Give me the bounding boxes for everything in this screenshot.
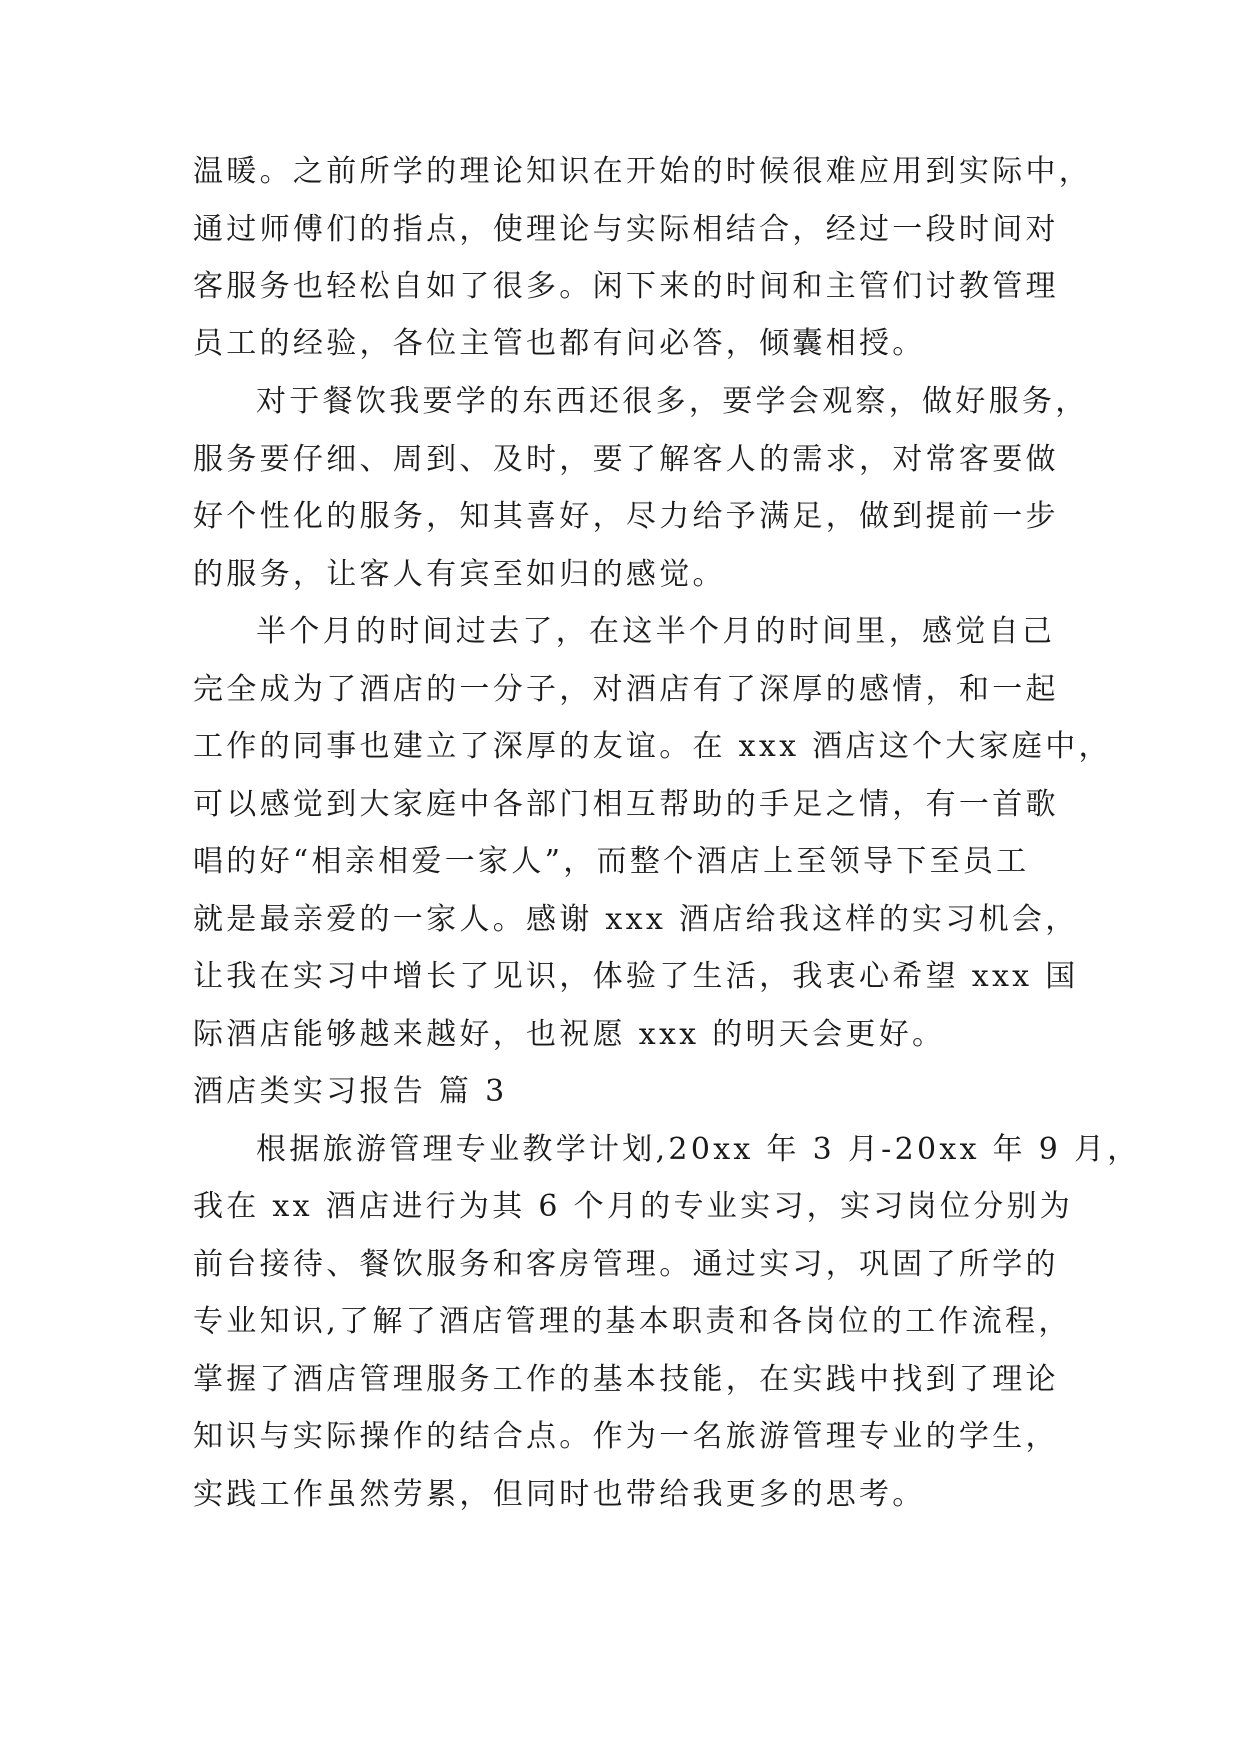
- paragraph-line: 就是最亲爱的一家人。感谢 xxx 酒店给我这样的实习机会，: [193, 902, 1079, 937]
- paragraph-line: 半个月的时间过去了，在这半个月的时间里，感觉自己: [256, 614, 1056, 649]
- paragraph-line: 温暖。之前所学的理论知识在开始的时候很难应用到实际中，: [193, 154, 1093, 189]
- paragraph-line: 客服务也轻松自如了很多。闲下来的时间和主管们讨教管理: [193, 269, 1059, 304]
- paragraph-line: 通过师傅们的指点，使理论与实际相结合，经过一段时间对: [193, 212, 1059, 247]
- paragraph-line: 好个性化的服务，知其喜好，尽力给予满足，做到提前一步: [193, 499, 1059, 534]
- paragraph-line: 根据旅游管理专业教学计划,20xx 年 3 月-20xx 年 9 月，: [256, 1132, 1141, 1167]
- section-heading: 酒店类实习报告 篇 3: [193, 1074, 508, 1109]
- paragraph-line: 专业知识,了解了酒店管理的基本职责和各岗位的工作流程，: [193, 1304, 1072, 1339]
- paragraph-line: 可以感觉到大家庭中各部门相互帮助的手足之情，有一首歌: [193, 787, 1059, 822]
- paragraph-line: 让我在实习中增长了见识，体验了生活，我衷心希望 xxx 国: [193, 959, 1079, 994]
- paragraph-line: 掌握了酒店管理服务工作的基本技能，在实践中找到了理论: [193, 1362, 1059, 1397]
- paragraph-line: 工作的同事也建立了深厚的友谊。在 xxx 酒店这个大家庭中，: [193, 729, 1112, 764]
- paragraph-line: 服务要仔细、周到、及时，要了解客人的需求，对常客要做: [193, 442, 1059, 477]
- paragraph-line: 唱的好“相亲相爱一家人”，而整个酒店上至领导下至员工: [193, 844, 1030, 879]
- paragraph-line: 知识与实际操作的结合点。作为一名旅游管理专业的学生，: [193, 1419, 1059, 1454]
- paragraph-line: 际酒店能够越来越好，也祝愿 xxx 的明天会更好。: [193, 1017, 946, 1052]
- paragraph-line: 我在 xx 酒店进行为其 6 个月的专业实习，实习岗位分别为: [193, 1189, 1074, 1224]
- paragraph-line: 对于餐饮我要学的东西还很多，要学会观察，做好服务，: [256, 384, 1089, 419]
- paragraph-line: 的服务，让客人有宾至如归的感觉。: [193, 557, 726, 592]
- paragraph-line: 完全成为了酒店的一分子，对酒店有了深厚的感情，和一起: [193, 672, 1059, 707]
- paragraph-line: 前台接待、餐饮服务和客房管理。通过实习，巩固了所学的: [193, 1247, 1059, 1282]
- paragraph-line: 员工的经验，各位主管也都有问必答，倾囊相授。: [193, 326, 926, 361]
- paragraph-line: 实践工作虽然劳累，但同时也带给我更多的思考。: [193, 1477, 926, 1512]
